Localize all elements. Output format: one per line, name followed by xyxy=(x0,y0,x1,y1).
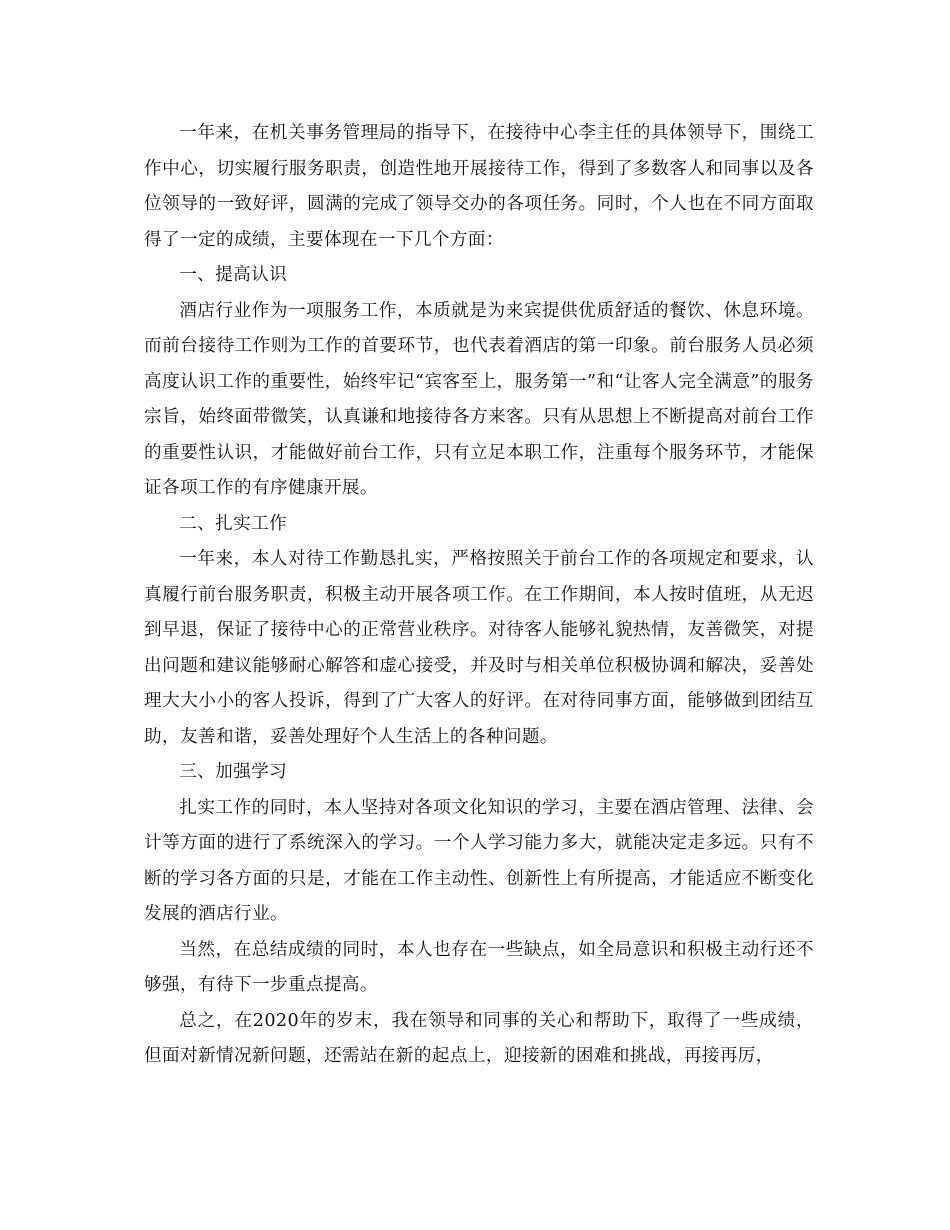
conclusion-paragraph: 总之，在2020年的岁末，我在领导和同事的关心和帮助下，取得了一些成绩，但面对新情况新问题，还需站在新的起点上，迎接新的困难和挑战，再接再厉， xyxy=(144,1010,814,1066)
section-1-paragraph: 酒店行业作为一项服务工作，本质就是为来宾提供优质舒适的餐饮、休息环境。而前台接待工作则为工作的首要环节，也代表着酒店的第一印象。前台服务人员必须高度认识工作的重要性，始终牢记“宾客至上，服务第一”和“让客人完全满意”的服务宗旨，始终面带微笑，认真谦和地接待各方来客。只有从思想上不断提高对前台工作的重要性认识，才能做好前台工作，只有立足本职工作，注重每个服务环节，才能保证各项工作的有序健康开展。 xyxy=(144,300,814,498)
intro-paragraph: 一年来，在机关事务管理局的指导下，在接待中心李主任的具体领导下，围绕工作中心，切实履行服务职责，创造性地开展接待工作，得到了多数客人和同事以及各位领导的一致好评，圆满的完成了领导交办的各项任务。同时，个人也在不同方面取得了一定的成绩，主要体现在一下几个方面： xyxy=(144,123,814,250)
section-2-paragraph: 一年来，本人对待工作勤恳扎实，严格按照关于前台工作的各项规定和要求，认真履行前台服务职责，积极主动开展各项工作。在工作期间，本人按时值班，从无迟到早退，保证了接待中心的正常营业秩序。对待客人能够礼貌热情，友善微笑，对提出问题和建议能够耐心解答和虚心接受，并及时与相关单位积极协调和解决，妥善处理大大小小的客人投诉，得到了广大客人的好评。在对待同事方面，能够做到团结互助，友善和谐，妥善处理好个人生活上的各种问题。 xyxy=(144,549,814,747)
section-heading-1: 一、提高认识 xyxy=(179,265,288,285)
section-heading-2: 二、扎实工作 xyxy=(179,513,288,534)
section-3-paragraph: 扎实工作的同时，本人坚持对各项文化知识的学习，主要在酒店管理、法律、会计等方面的进行了系统深入的学习。一个人学习能力多大，就能决定走多远。只有不断的学习各方面的只是，才能在工作主动性、创新性上有所提高，才能适应不断变化发展的酒店行业。 xyxy=(144,797,814,924)
section-heading-3: 三、加强学习 xyxy=(179,762,288,782)
document-body xyxy=(144,116,814,1075)
shortcomings-paragraph: 当然，在总结成绩的同时，本人也存在一些缺点，如全局意识和积极主动行还不够强，有待下一步重点提高。 xyxy=(144,939,814,995)
